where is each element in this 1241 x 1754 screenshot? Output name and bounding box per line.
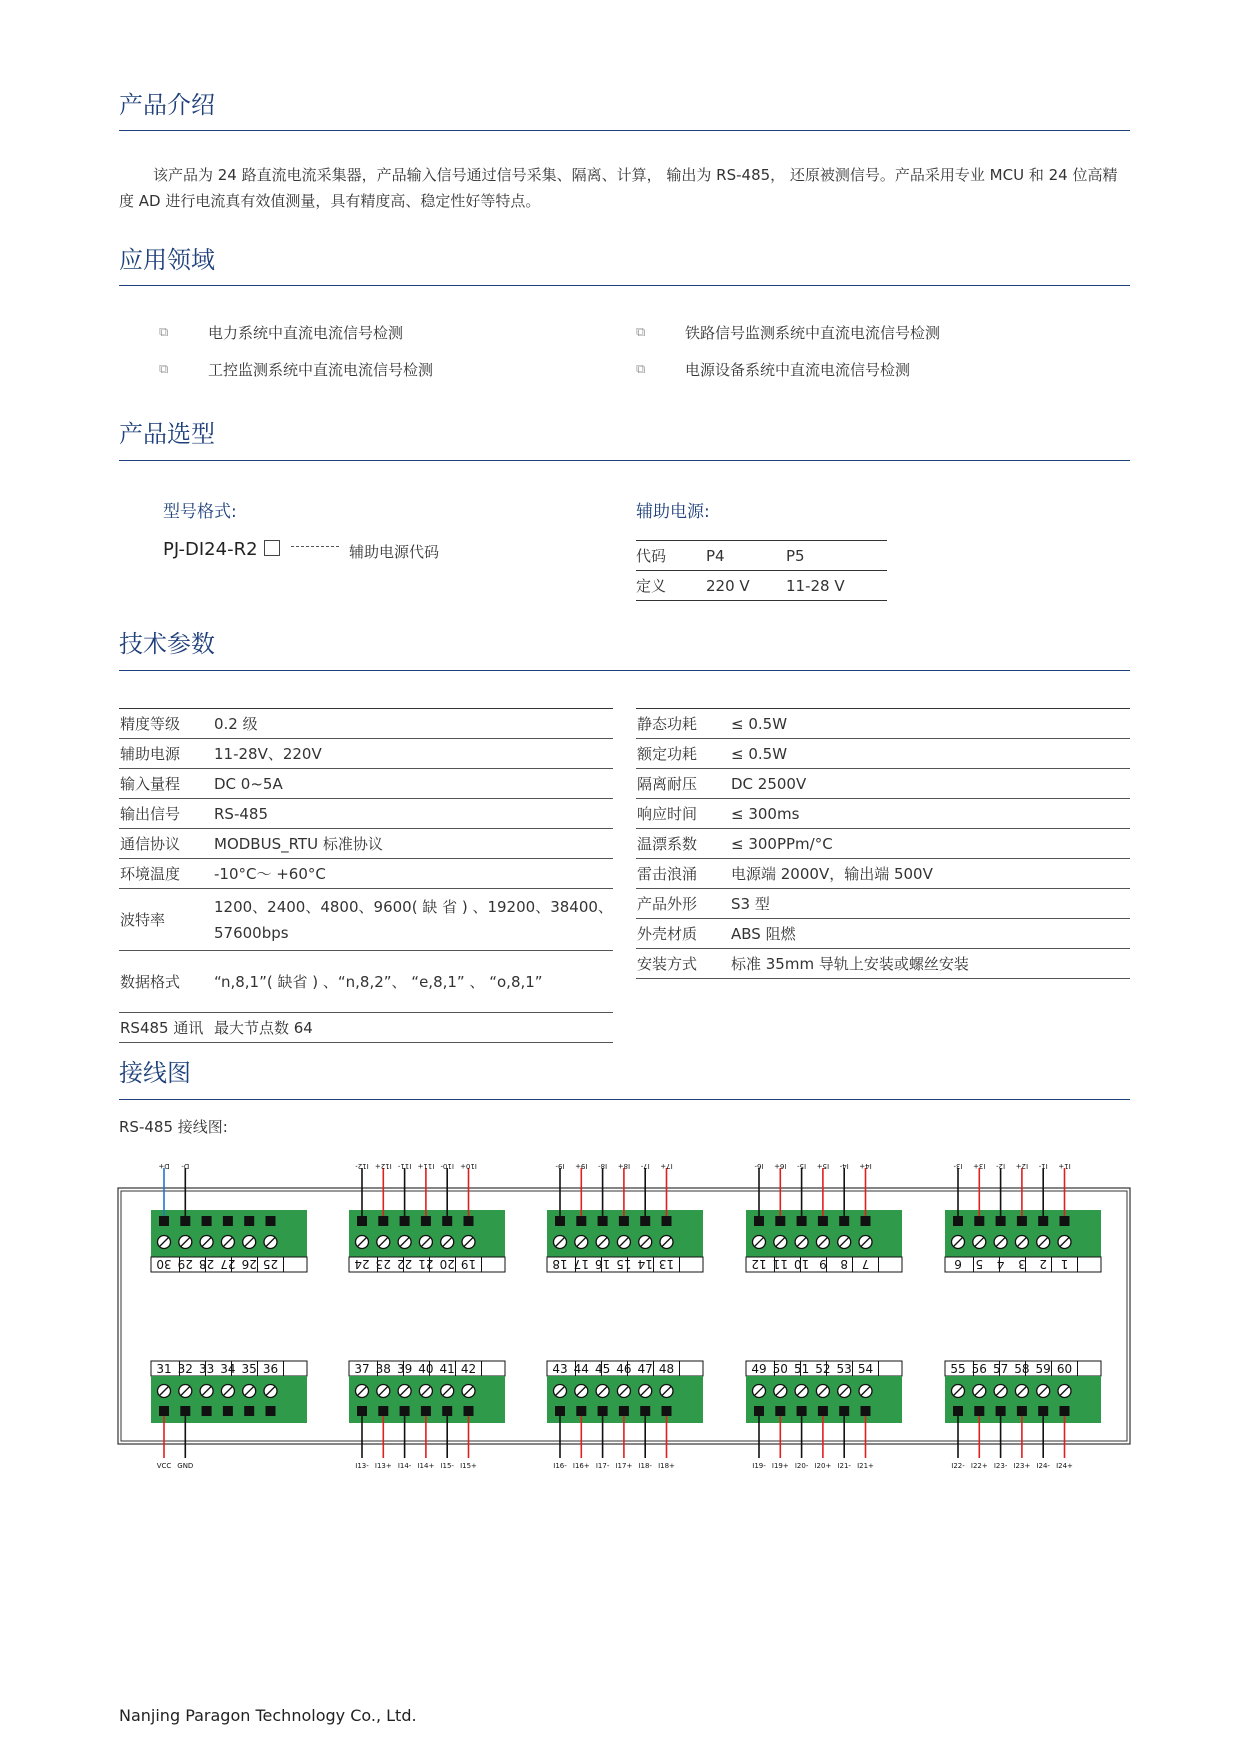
wire-label: I9- xyxy=(555,1162,565,1170)
terminal-socket xyxy=(818,1216,828,1226)
section-divider xyxy=(119,460,1130,461)
terminal-socket xyxy=(754,1406,764,1416)
wire-label: D- xyxy=(181,1162,190,1170)
pin-number: 47 xyxy=(637,1362,653,1376)
pin-number: 55 xyxy=(950,1362,966,1376)
pin-number: 11 xyxy=(772,1257,788,1271)
table-row xyxy=(636,571,887,601)
terminal-socket xyxy=(555,1406,565,1416)
terminal-socket xyxy=(974,1216,984,1226)
wire-label: I23+ xyxy=(1013,1462,1031,1470)
bullet-icon: ⧉ xyxy=(159,325,169,340)
pin-number: 27 xyxy=(220,1257,236,1271)
model-code-text: PJ-DI24-R2 xyxy=(163,539,258,560)
spec-value: ≤ 0.5W xyxy=(731,709,1130,739)
spec-key: 辅助电源 xyxy=(119,739,214,769)
model-code xyxy=(163,539,280,560)
terminal-socket xyxy=(861,1406,871,1416)
spec-value: 电源端 2000V，输出端 500V xyxy=(731,859,1130,889)
terminal-socket xyxy=(839,1406,849,1416)
terminal-socket xyxy=(640,1406,650,1416)
terminal-socket xyxy=(1017,1406,1027,1416)
spec-value: MODBUS_RTU 标准协议 xyxy=(214,829,613,859)
wire-label: D+ xyxy=(158,1162,170,1170)
pin-number: 23 xyxy=(375,1257,391,1271)
table-row xyxy=(119,799,613,829)
wire-label: I7- xyxy=(640,1162,650,1170)
application-item: 电源设备系统中直流电流信号检测 xyxy=(685,361,911,379)
table-row xyxy=(636,799,1130,829)
model-code-placeholder-box xyxy=(264,540,280,556)
wire-label: I8- xyxy=(598,1162,608,1170)
spec-key: 产品外形 xyxy=(636,889,731,919)
pin-number: 41 xyxy=(439,1362,455,1376)
pin-number: 20 xyxy=(439,1257,455,1271)
wire-label: I18+ xyxy=(658,1462,675,1470)
pin-number: 5 xyxy=(975,1257,984,1271)
wire-label: I5+ xyxy=(816,1162,830,1170)
terminal-socket xyxy=(180,1406,190,1416)
wire-label: I3- xyxy=(953,1162,963,1170)
table-row xyxy=(636,859,1130,889)
spec-value: 最大节点数 64 xyxy=(214,1013,613,1043)
pin-number: 7 xyxy=(861,1257,870,1271)
terminal-socket xyxy=(244,1406,254,1416)
spec-value: ≤ 0.5W xyxy=(731,739,1130,769)
pin-number: 15 xyxy=(616,1257,632,1271)
footer-company: Nanjing Paragon Technology Co., Ltd. xyxy=(119,1706,417,1725)
table-row xyxy=(636,541,887,571)
spec-value: DC 2500V xyxy=(731,769,1130,799)
wire-label: VCC xyxy=(156,1462,172,1470)
spec-key: 精度等级 xyxy=(119,709,214,739)
wire-label: GND xyxy=(177,1462,194,1470)
spec-value: 标准 35mm 导轨上安装或螺丝安装 xyxy=(731,949,1130,979)
section-divider xyxy=(119,1099,1130,1100)
spec-key: 数据格式 xyxy=(119,951,214,1013)
terminal-socket xyxy=(244,1216,254,1226)
aux-power-label: 辅助电源: xyxy=(636,502,710,522)
pin-number: 30 xyxy=(156,1257,172,1271)
table-row xyxy=(119,829,613,859)
pin-number: 29 xyxy=(177,1257,193,1271)
terminal-socket xyxy=(421,1406,431,1416)
bullet-icon: ⧉ xyxy=(636,362,646,377)
wire-label: I19+ xyxy=(771,1462,789,1470)
aux-power-table xyxy=(636,540,887,601)
spec-value: ≤ 300ms xyxy=(731,799,1130,829)
terminal-socket xyxy=(266,1406,276,1416)
section-title-specs: 技术参数 xyxy=(119,630,215,658)
pin-number: 28 xyxy=(198,1257,215,1271)
wire-label: I20+ xyxy=(814,1462,832,1470)
spec-key: 环境温度 xyxy=(119,859,214,889)
pin-number: 36 xyxy=(262,1362,279,1376)
pin-number: 17 xyxy=(573,1257,589,1271)
table-row xyxy=(636,739,1130,769)
terminal-socket xyxy=(775,1406,785,1416)
application-item: 电力系统中直流电流信号检测 xyxy=(208,324,404,342)
terminal-socket xyxy=(400,1216,410,1226)
spec-key: 安装方式 xyxy=(636,949,731,979)
terminal-socket xyxy=(619,1216,629,1226)
spec-key: 输入量程 xyxy=(119,769,214,799)
pin-number: 14 xyxy=(637,1257,653,1271)
pin-number: 19 xyxy=(460,1257,477,1271)
wire-label: I13+ xyxy=(374,1462,392,1470)
pin-number: 60 xyxy=(1056,1362,1073,1376)
section-divider xyxy=(119,130,1130,131)
intro-paragraph: 该产品为 24 路直流电流采集器，产品输入信号通过信号采集、隔离、计算， 输出为 RS-485， 还原被测信号。产品采用专业 MCU 和 24 位高精度 AD 进行电流真有效值测量，具有精度高、稳定性好等特点。 xyxy=(119,166,1118,210)
wire-label: I1- xyxy=(1038,1162,1048,1170)
terminal-socket xyxy=(266,1216,276,1226)
table-cell: 定义 xyxy=(636,571,706,601)
pin-number: 31 xyxy=(156,1362,172,1376)
table-row xyxy=(636,829,1130,859)
spec-key: 静态功耗 xyxy=(636,709,731,739)
terminal-socket xyxy=(464,1406,474,1416)
pin-number: 32 xyxy=(177,1362,193,1376)
terminal-socket xyxy=(357,1216,367,1226)
pin-number: 4 xyxy=(996,1257,1005,1271)
terminal-socket xyxy=(223,1406,233,1416)
pin-number: 59 xyxy=(1035,1362,1051,1376)
pin-number: 45 xyxy=(594,1362,611,1376)
terminal-socket xyxy=(464,1216,474,1226)
terminal-socket xyxy=(400,1406,410,1416)
pin-number: 8 xyxy=(840,1257,849,1271)
wire-label: I21- xyxy=(837,1462,851,1470)
terminal-socket xyxy=(953,1406,963,1416)
terminal-socket xyxy=(953,1216,963,1226)
wire-label: I21+ xyxy=(857,1462,874,1470)
table-row xyxy=(636,709,1130,739)
pin-number: 16 xyxy=(594,1257,611,1271)
wire-label: I16- xyxy=(553,1462,567,1470)
wire-label: I10- xyxy=(440,1162,454,1170)
terminal-socket xyxy=(421,1216,431,1226)
spec-table-right xyxy=(636,708,1130,979)
wire-label: I18- xyxy=(638,1462,652,1470)
terminal-socket xyxy=(378,1406,388,1416)
pin-number: 26 xyxy=(241,1257,257,1271)
spec-value: ABS 阻燃 xyxy=(731,919,1130,949)
spec-key: 温漂系数 xyxy=(636,829,731,859)
terminal-socket xyxy=(775,1216,785,1226)
pin-number: 58 xyxy=(1014,1362,1030,1376)
wire-label: I12- xyxy=(355,1162,369,1170)
pin-number: 18 xyxy=(552,1257,568,1271)
pin-number: 46 xyxy=(616,1362,632,1376)
model-note: 辅助电源代码 xyxy=(349,543,440,561)
section-title-wiring: 接线图 xyxy=(119,1059,191,1087)
wire-label: I6- xyxy=(754,1162,764,1170)
table-cell: 代码 xyxy=(636,541,706,571)
wire-label: I24+ xyxy=(1056,1462,1073,1470)
pin-number: 3 xyxy=(1018,1257,1026,1271)
terminal-socket xyxy=(818,1406,828,1416)
terminal-socket xyxy=(180,1216,190,1226)
terminal-socket xyxy=(576,1216,586,1226)
spec-value: S3 型 xyxy=(731,889,1130,919)
wire-label: I15+ xyxy=(460,1462,477,1470)
section-title-application: 应用领域 xyxy=(119,246,215,274)
table-row xyxy=(119,951,613,1013)
terminal-socket xyxy=(797,1216,807,1226)
wire-label: I2- xyxy=(996,1162,1006,1170)
terminal-socket xyxy=(974,1406,984,1416)
wire-label: I13- xyxy=(355,1462,369,1470)
wire-label: I24- xyxy=(1036,1462,1050,1470)
pin-number: 50 xyxy=(772,1362,788,1376)
pin-number: 22 xyxy=(396,1257,413,1271)
wiring-diagram xyxy=(0,1150,1241,1480)
wire-label: I11+ xyxy=(417,1162,435,1170)
terminal-socket xyxy=(996,1216,1006,1226)
terminal-socket xyxy=(357,1406,367,1416)
spec-key: RS485 通讯 xyxy=(119,1013,214,1043)
pin-number: 54 xyxy=(857,1362,874,1376)
terminal-socket xyxy=(378,1216,388,1226)
wire-label: I7+ xyxy=(660,1162,673,1170)
table-cell: P4 xyxy=(706,541,786,571)
terminal-socket xyxy=(640,1216,650,1226)
terminal-socket xyxy=(202,1216,212,1226)
pin-number: 34 xyxy=(220,1362,236,1376)
table-cell: P5 xyxy=(786,541,887,571)
pin-number: 12 xyxy=(751,1257,767,1271)
terminal-socket xyxy=(662,1216,672,1226)
wire-label: I11- xyxy=(397,1162,412,1170)
section-divider xyxy=(119,670,1130,671)
application-item: 工控监测系统中直流电流信号检测 xyxy=(208,361,434,379)
pin-number: 6 xyxy=(954,1257,962,1271)
table-row xyxy=(119,709,613,739)
table-row xyxy=(119,739,613,769)
wire-label: I1+ xyxy=(1058,1162,1071,1170)
terminal-socket xyxy=(1060,1216,1070,1226)
terminal-socket xyxy=(598,1216,608,1226)
pin-number: 38 xyxy=(375,1362,391,1376)
spec-value: 0.2 级 xyxy=(214,709,613,739)
table-row xyxy=(119,859,613,889)
spec-value: 11-28V、220V xyxy=(214,739,613,769)
terminal-socket xyxy=(797,1406,807,1416)
wire-label: I4+ xyxy=(859,1162,872,1170)
wire-label: I16+ xyxy=(572,1462,590,1470)
spec-key: 通信协议 xyxy=(119,829,214,859)
pin-number: 1 xyxy=(1060,1257,1069,1271)
wire-label: I6+ xyxy=(774,1162,787,1170)
table-row xyxy=(119,889,613,951)
application-item: 铁路信号监测系统中直流电流信号检测 xyxy=(685,324,941,342)
table-row xyxy=(119,769,613,799)
spec-key: 隔离耐压 xyxy=(636,769,731,799)
section-title-intro: 产品介绍 xyxy=(119,91,215,119)
wire-label: I22- xyxy=(951,1462,965,1470)
table-row xyxy=(636,889,1130,919)
wire-label: I23- xyxy=(993,1462,1008,1470)
wire-label: I3+ xyxy=(973,1162,986,1170)
wire-label: I8+ xyxy=(617,1162,631,1170)
spec-key: 雷击浪涌 xyxy=(636,859,731,889)
wire-label: I17- xyxy=(595,1462,610,1470)
table-row xyxy=(636,769,1130,799)
terminal-socket xyxy=(619,1406,629,1416)
terminal-socket xyxy=(223,1216,233,1226)
spec-value: 1200、2400、4800、9600( 缺 省 ) 、19200、38400、57600bps xyxy=(214,889,613,951)
terminal-socket xyxy=(202,1406,212,1416)
pin-number: 37 xyxy=(354,1362,370,1376)
spec-key: 响应时间 xyxy=(636,799,731,829)
pin-number: 44 xyxy=(573,1362,589,1376)
pin-number: 9 xyxy=(819,1257,827,1271)
pin-number: 24 xyxy=(354,1257,370,1271)
terminal-socket xyxy=(1060,1406,1070,1416)
terminal-socket xyxy=(1038,1216,1048,1226)
terminal-socket xyxy=(861,1216,871,1226)
wire-label: I22+ xyxy=(970,1462,988,1470)
terminal-socket xyxy=(839,1216,849,1226)
pin-number: 48 xyxy=(658,1362,675,1376)
terminal-socket xyxy=(1038,1406,1048,1416)
pin-number: 57 xyxy=(992,1362,1009,1376)
pin-number: 53 xyxy=(836,1362,852,1376)
table-cell: 220 V xyxy=(706,571,786,601)
wire-label: I19- xyxy=(752,1462,766,1470)
wire-label: I17+ xyxy=(615,1462,633,1470)
pin-number: 10 xyxy=(793,1257,810,1271)
spec-value: ≤ 300PPm/°C xyxy=(731,829,1130,859)
pin-number: 25 xyxy=(262,1257,279,1271)
section-title-selection: 产品选型 xyxy=(119,420,215,448)
wiring-subtitle: RS-485 接线图: xyxy=(119,1118,228,1136)
table-row xyxy=(636,919,1130,949)
spec-value: “n,8,1”( 缺省 ) 、“n,8,2”、 “e,8,1” 、 “o,8,1” xyxy=(214,951,613,1013)
terminal-socket xyxy=(1017,1216,1027,1226)
wire-label: I2+ xyxy=(1015,1162,1029,1170)
spec-value: -10°C～ +60°C xyxy=(214,859,613,889)
terminal-socket xyxy=(442,1216,452,1226)
pin-number: 2 xyxy=(1039,1257,1048,1271)
terminal-socket xyxy=(576,1406,586,1416)
pin-number: 56 xyxy=(971,1362,987,1376)
terminal-socket xyxy=(598,1406,608,1416)
spec-key: 波特率 xyxy=(119,889,214,951)
spec-key: 额定功耗 xyxy=(636,739,731,769)
spec-value: DC 0~5A xyxy=(214,769,613,799)
terminal-socket xyxy=(754,1216,764,1226)
table-cell: 11-28 V xyxy=(786,571,887,601)
terminal-socket xyxy=(662,1406,672,1416)
table-row xyxy=(119,1013,613,1043)
pin-number: 51 xyxy=(793,1362,810,1376)
terminal-socket xyxy=(996,1406,1006,1416)
spec-table-left xyxy=(119,708,613,1043)
pin-number: 40 xyxy=(418,1362,434,1376)
spec-value: RS-485 xyxy=(214,799,613,829)
terminal-socket xyxy=(555,1216,565,1226)
pin-number: 21 xyxy=(418,1257,434,1271)
terminal-socket xyxy=(159,1216,169,1226)
pin-number: 33 xyxy=(198,1362,215,1376)
table-row xyxy=(636,949,1130,979)
bullet-icon: ⧉ xyxy=(636,325,646,340)
spec-key: 外壳材质 xyxy=(636,919,731,949)
pin-number: 35 xyxy=(241,1362,257,1376)
terminal-socket xyxy=(159,1406,169,1416)
wire-label: I15- xyxy=(440,1462,454,1470)
model-format-label: 型号格式: xyxy=(163,502,237,522)
wire-label: I5- xyxy=(797,1162,807,1170)
spec-key: 输出信号 xyxy=(119,799,214,829)
pin-number: 49 xyxy=(751,1362,767,1376)
terminal-socket xyxy=(442,1406,452,1416)
pin-number: 42 xyxy=(460,1362,477,1376)
wire-label: I20- xyxy=(794,1462,809,1470)
model-leader-line xyxy=(291,546,339,547)
wire-label: I12+ xyxy=(374,1162,392,1170)
pin-number: 39 xyxy=(396,1362,413,1376)
section-divider xyxy=(119,285,1130,286)
wire-label: I14+ xyxy=(417,1462,435,1470)
bullet-icon: ⧉ xyxy=(159,362,169,377)
pin-number: 13 xyxy=(658,1257,675,1271)
pin-number: 43 xyxy=(552,1362,568,1376)
pin-number: 52 xyxy=(815,1362,831,1376)
wire-label: I4- xyxy=(839,1162,849,1170)
wire-label: I10+ xyxy=(460,1162,477,1170)
wire-label: I9+ xyxy=(575,1162,588,1170)
wire-label: I14- xyxy=(397,1462,412,1470)
